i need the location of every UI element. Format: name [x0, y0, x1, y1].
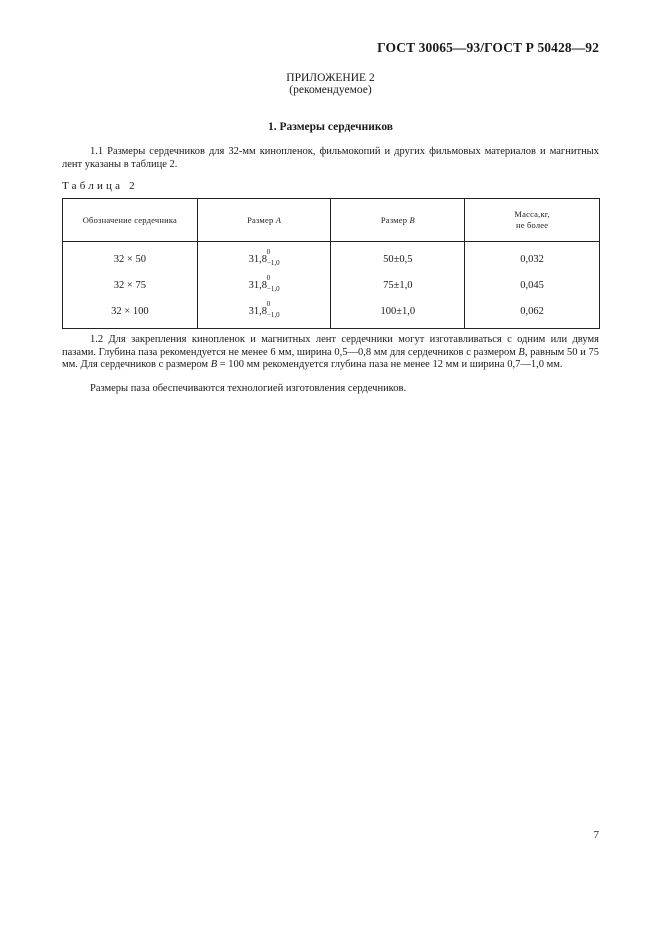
table-row — [63, 298, 600, 329]
cell-mass: 0,062 — [465, 298, 600, 329]
header-mass — [465, 199, 600, 242]
size-a-upper-tol: 0 — [266, 273, 271, 282]
paragraph-1-2-part-d: = 100 мм рекомендуется глубина паза не менее 12 мм и ширина 0,7—1,0 мм. — [217, 359, 563, 370]
size-a-upper-tol: 0 — [266, 299, 271, 308]
table-row — [63, 272, 600, 298]
header-mass-line1: Масса,кг, — [514, 209, 550, 219]
paragraph-groove-text: Размеры паза обеспечиваются технологией изготовления сердечников. — [90, 383, 407, 394]
size-a-lower-tol: −1,0 — [266, 258, 280, 267]
header-size-b — [331, 199, 465, 242]
section-title: 1. Размеры сердечников — [267, 121, 394, 133]
header-size-a-var: A — [275, 214, 282, 225]
paragraph-1-2-part-c: , равным 50 и 75 мм. Для сердечников с размером — [62, 346, 599, 370]
cell-size-a — [197, 272, 331, 298]
paragraph-1-2-var-b: B — [518, 346, 525, 358]
size-a-lower-tol: −1,0 — [266, 284, 280, 293]
core-dimensions-table — [62, 198, 600, 329]
standard-header: ГОСТ 30065—93/ГОСТ Р 50428—92 — [377, 40, 599, 55]
header-size-a — [197, 199, 331, 242]
cell-designation: 32 × 75 — [63, 272, 198, 298]
paragraph-1-2-part-a: 1.2 Для закрепления кинопленок и магнитных лент сердечники могут изготавливаться с одним или двумя пазами. Глубина паза рекомендуется не менее 6 мм, ширина 0,5—0,8 мм для сердечников с размером — [62, 334, 599, 358]
cell-size-a — [197, 242, 331, 273]
paragraph-1-1-text: 1.1 Размеры сердечников для 32-мм кинопленок, фильмокопий и других фильмовых материалов и магнитных лент указаны в таблице 2. — [62, 146, 599, 170]
table-row — [63, 242, 600, 273]
header-designation: Обозначение сердечника — [63, 199, 198, 242]
paragraph-1-2-var-b: B — [210, 359, 218, 370]
size-a-lower-tol: −1,0 — [266, 310, 280, 319]
header-size-b-var: B — [409, 214, 415, 225]
header-mass-line2: не более — [515, 220, 549, 230]
paragraph-groove — [62, 383, 599, 396]
appendix-subtitle: (рекомендуемое) — [289, 84, 372, 96]
paragraph-1-1 — [62, 146, 599, 171]
cell-mass: 0,045 — [465, 272, 600, 298]
cell-size-b: 100±1,0 — [331, 298, 465, 329]
size-a-base: 31,8 — [248, 279, 267, 291]
appendix-title: ПРИЛОЖЕНИЕ 2 — [286, 72, 375, 84]
paragraph-1-2 — [62, 334, 599, 372]
header-size-a-label: Размер — [247, 214, 276, 225]
cell-size-b: 50±0,5 — [331, 242, 465, 273]
page-number: 7 — [593, 829, 599, 841]
cell-size-b: 75±1,0 — [331, 272, 465, 298]
size-a-upper-tol: 0 — [266, 247, 271, 256]
cell-mass: 0,032 — [465, 242, 600, 273]
cell-size-a — [197, 298, 331, 329]
appendix-heading — [0, 72, 661, 96]
size-a-base: 31,8 — [248, 253, 267, 265]
table-header-row — [63, 199, 600, 242]
cell-designation: 32 × 100 — [63, 298, 198, 329]
size-a-base: 31,8 — [248, 305, 267, 317]
table-caption: Таблица 2 — [62, 180, 138, 192]
cell-designation: 32 × 50 — [63, 242, 198, 273]
header-size-b-label: Размер — [380, 214, 410, 225]
